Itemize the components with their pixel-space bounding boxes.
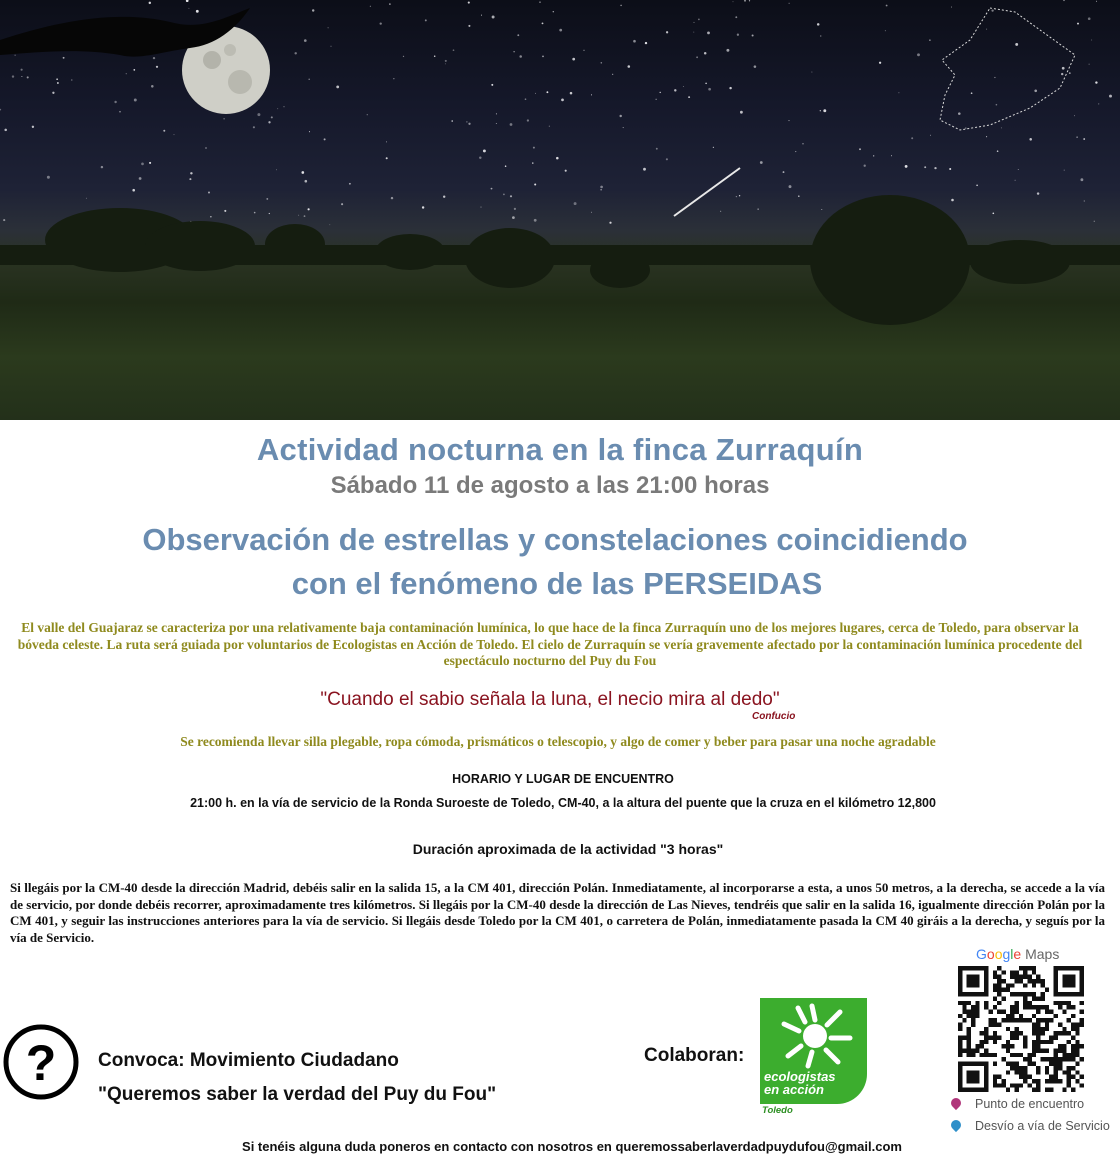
shooting-star-icon [674,168,740,216]
legend-service-road: Desvío a vía de Servicio [975,1119,1110,1133]
hero-night-sky-photo [0,0,1120,420]
map-pin-icon [949,1096,963,1110]
collaborators-label: Colaboran: [644,1045,745,1066]
ecologistas-city: Toledo [762,1105,793,1116]
recommendation-text: Se recomienda llevar silla plegable, ropa cómoda, prismáticos o telescopio, y algo de comer y beber para pasar una noche agradable [180,734,936,749]
constellation-outline [940,8,1075,130]
qr-code[interactable] [958,966,1084,1092]
event-subtitle-line2: con el fenómeno de las PERSEIDAS [291,566,823,601]
google-maps-label: Google Maps [976,946,1060,962]
organizer-line2: "Queremos saber la verdad del Puy du Fou" [98,1084,497,1105]
night-landscape-illustration [0,0,1120,420]
quote-text: "Cuando el sabio señala la luna, el necio mira al dedo" [320,689,780,710]
directions-paragraph: Si llegáis por la CM-40 desde la dirección Madrid, debéis salir en la salida 15, a la CM 401, dirección Polán. Inmediatamente, al incorporarse a esta, a unos 50 metros, a la derecha, se accede a la vía de servicio, por donde debéis recorrer, aproximadamente tres kilómetros. Si llegáis por la CM-40 desde la dirección de Las Nieves, tendréis que salir en la salida 16, igualmente dirección Polán por la CM 401, y seguir las instrucciones anteriores para la vía de servicio. Si llegáis desde Toledo por la CM 401, o carretera de Polán, inmediatamente pasada la CM 40 giráis a la derecha, y seguís por la vía de Servicio. [10,880,1105,945]
event-date: Sábado 11 de agosto a las 21:00 horas [330,472,770,499]
organizer-line1: Convoca: Movimiento Ciudadano [98,1050,399,1071]
question-mark-logo [2,1022,80,1102]
map-pin-icon [949,1118,963,1132]
event-title: Actividad nocturna en la finca Zurraquín [256,432,864,467]
ecologistas-logo [760,998,867,1104]
meeting-heading: HORARIO Y LUGAR DE ENCUENTRO [452,772,674,786]
legend-meeting-point: Punto de encuentro [975,1097,1085,1111]
ecologistas-name: ecologistas en acción [764,1069,836,1097]
event-subtitle-line1: Observación de estrellas y constelaciones coincidiendo [142,522,968,557]
trees-silhouette [0,195,1120,325]
meeting-text: 21:00 h. en la vía de servicio de la Ronda Suroeste de Toledo, CM-40, a la altura del puente que la cruza en el kilómetro 12,800 [190,796,936,810]
intro-paragraph: El valle del Guajaraz se caracteriza por una relativamente baja contaminación lumínica, lo que hace de la finca Zurraquín uno de los mejores lugares, cerca de Toledo, para observar la bóveda celeste. La ruta será guiada por voluntarios de Ecologistas en Acción de Toledo. El cielo de Zurraquín se vería gravemente afectado por la contaminación lumínica procedente del espectáculo nocturno del Puy du Fou [17,620,1083,668]
duration-text: Duración aproximada de la actividad "3 horas" [412,841,724,857]
contact-text: Si tenéis alguna duda poneros en contacto con nosotros en queremossaberlaverdadpuydufou@gmail.com [242,1139,902,1154]
quote-author: Confucio [752,711,796,722]
sun-icon [760,998,867,1070]
svg-text:?: ? [25,1035,57,1091]
